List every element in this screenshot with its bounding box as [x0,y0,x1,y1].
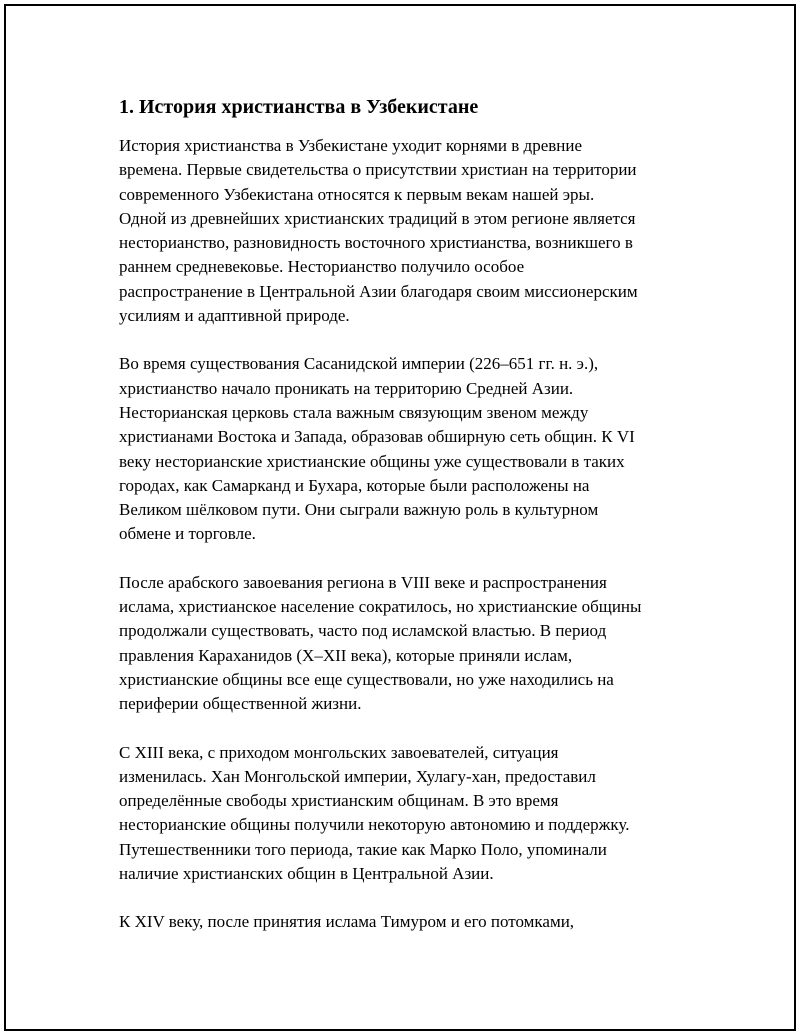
document-page [4,4,796,1031]
paragraph-1: История христианства в Узбекистане уходит корнями в древние времена. Первые свидетельства о присутствии христиан на территории современного Узбекистана относятся к первым векам нашей эры. Одной из древнейших христианских традиций в этом регионе является несторианство, разновидность восточного христианства, возникшего в раннем средневековье. Несторианство получило особое распространение в Центральной Азии благодаря своим миссионерским усилиям и адаптивной природе. [119,136,638,326]
paragraph-2: Во время существования Сасанидской империи (226–651 гг. н. э.), христианство начало проникать на территорию Средней Азии. Несторианская церковь стала важным связующим звеном между христианами Востока и Запада, образовав обширную сеть общин. К VI веку несторианские христианские общины уже существовали в таких городах, как Самарканд и Бухара, которые были расположены на Великом шёлковом пути. Они сыграли важную роль в культурном обмене и торговле. [119,354,635,544]
section-heading: 1. История христианства в Узбекистане [119,96,479,118]
paragraph-4: С XIII века, с приходом монгольских завоевателей, ситуация изменилась. Хан Монгольской империи, Хулагу-хан, предоставил определённые свободы христианским общинам. В это время несторианские общины получили некоторую автономию и поддержку. Путешественники того периода, такие как Марко Поло, упоминали наличие христианских общин в Центральной Азии. [119,742,630,884]
paragraph-3: После арабского завоевания региона в VIII веке и распространения ислама, христианское население сократилось, но христианские общины продолжали существовать, часто под исламской властью. В период правления Караханидов (X–XII века), которые приняли ислам, христианские общины все еще существовали, но уже находились на периферии общественной жизни. [119,572,642,714]
document-body [119,94,709,959]
paragraph-5: К XIV веку, после принятия ислама Тимуром и его потомками, [119,912,575,932]
